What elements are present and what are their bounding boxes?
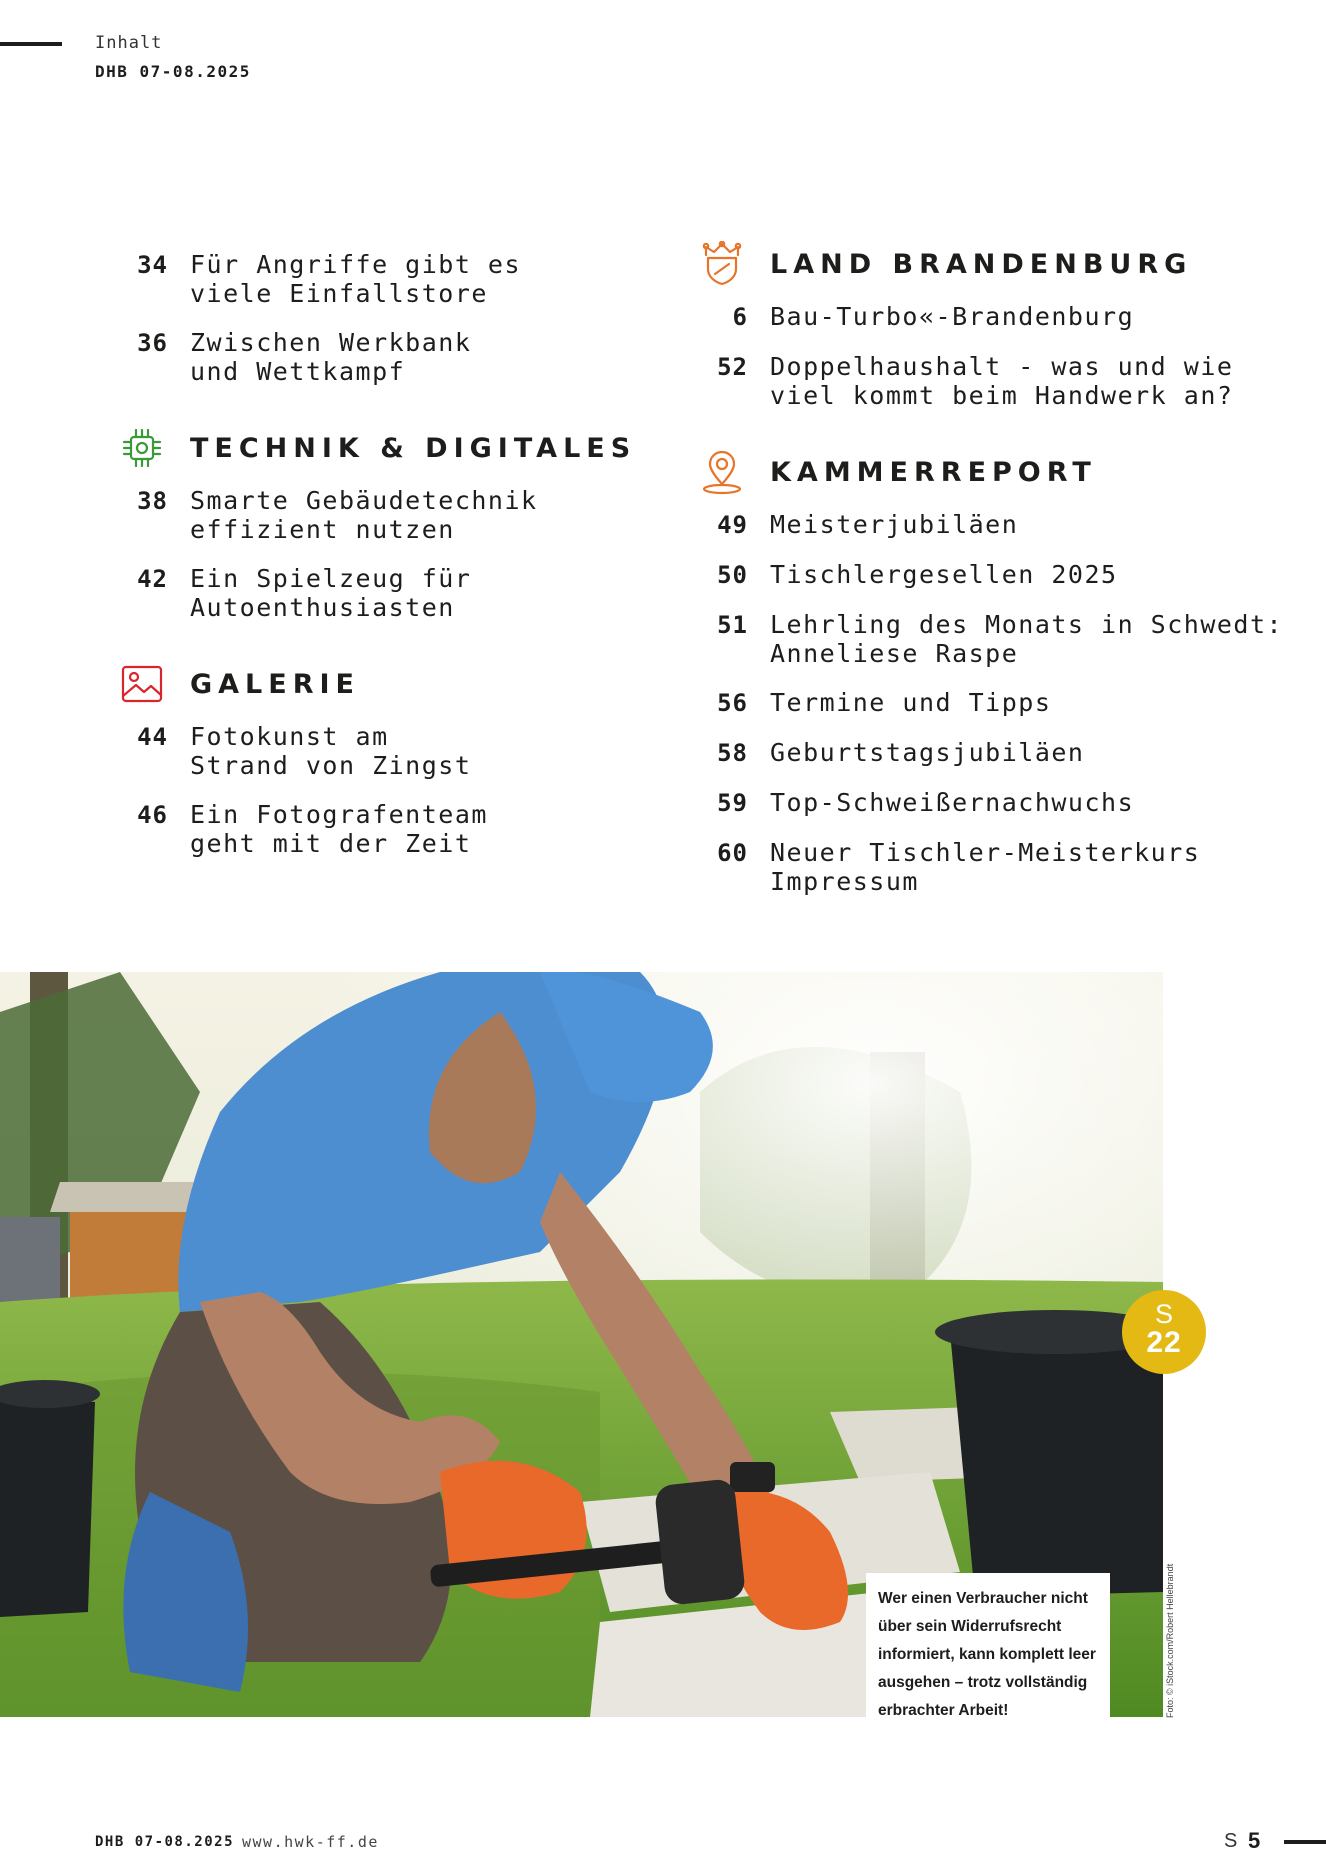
toc-entry[interactable] [700, 838, 1300, 896]
photo-credit: Foto: © iStock.com/Robert Hellebrandt [1165, 1563, 1175, 1718]
toc-page-number: 46 [137, 801, 168, 829]
toc-entry-title: Termine und Tipps [770, 688, 1052, 717]
location-pin-icon [700, 449, 770, 495]
section-title: KAMMERREPORT [770, 456, 1097, 488]
toc-entry-title: Top-Schweißernachwuchs [770, 788, 1135, 817]
toc-page-number: 36 [137, 329, 168, 357]
toc-entry[interactable] [700, 352, 1300, 410]
section-heading [700, 236, 1300, 292]
section-heading [700, 444, 1300, 500]
toc-entry[interactable] [700, 610, 1300, 668]
toc-section-brandenburg [700, 236, 1300, 410]
circuit-chip-icon [120, 426, 190, 470]
toc-page-number: 56 [717, 689, 748, 717]
footer-issue: DHB 07-08.2025 [95, 1834, 235, 1850]
photo-caption [866, 1573, 1110, 1717]
toc-right-column [700, 236, 1300, 930]
toc-entry[interactable] [700, 302, 1300, 332]
toc-entry[interactable] [700, 738, 1300, 768]
toc-entry-title: Geburtstagsjubiläen [770, 738, 1085, 767]
picture-icon [120, 662, 190, 706]
header-rule [0, 42, 62, 46]
toc-entry[interactable] [120, 486, 640, 544]
toc-entry-title: Ein Spielzeug für Autoenthusiasten [190, 564, 472, 622]
toc-page-number: 59 [717, 789, 748, 817]
toc-page-number: 58 [717, 739, 748, 767]
badge-prefix: S [1154, 1299, 1173, 1329]
issue-label: DHB 07-08.2025 [95, 62, 251, 81]
page-reference-badge[interactable] [1122, 1290, 1206, 1374]
toc-entry-title: Tischlergesellen 2025 [770, 560, 1118, 589]
toc-entry-title: Meisterjubiläen [770, 510, 1019, 539]
toc-lead-section [120, 250, 640, 386]
footer-rule [1284, 1840, 1326, 1844]
toc-entry-title: Smarte Gebäudetechnik effizient nutzen [190, 486, 538, 544]
toc-entry[interactable] [700, 560, 1300, 590]
section-title: LAND BRANDENBURG [770, 248, 1193, 280]
toc-entry-title: Bau-Turbo«-Brandenburg [770, 302, 1135, 331]
toc-page-number: 50 [717, 561, 748, 589]
badge-page-number: 22 [1146, 1326, 1182, 1359]
toc-entry[interactable] [120, 800, 640, 858]
toc-entry[interactable] [120, 722, 640, 780]
toc-left-column [120, 250, 640, 892]
toc-entry[interactable] [120, 250, 640, 308]
toc-entry[interactable] [700, 788, 1300, 818]
toc-page-number: 51 [717, 611, 748, 639]
toc-page-number: 60 [717, 839, 748, 867]
crown-shield-icon [700, 241, 770, 287]
toc-entry[interactable] [700, 688, 1300, 718]
toc-entry-title: Ein Fotografenteam geht mit der Zeit [190, 800, 488, 858]
toc-page-number: 42 [137, 565, 168, 593]
toc-entry-title: Fotokunst am Strand von Zingst [190, 722, 472, 780]
toc-entry[interactable] [700, 510, 1300, 540]
section-title: TECHNIK & DIGITALES [190, 432, 637, 464]
toc-page-number: 34 [137, 251, 168, 279]
toc-entry-title: Doppelhaushalt - was und wie viel kommt beim Handwerk an? [770, 352, 1234, 410]
section-heading [120, 420, 640, 476]
photo-caption-text: Wer einen Verbraucher nicht über sein Widerrufsrecht informiert, kann komplett leer ausgehen – trotz vollständig erbrachter Arbeit! [878, 1590, 1096, 1719]
toc-entry[interactable] [120, 328, 640, 386]
toc-page-number: 49 [717, 511, 748, 539]
toc-entry-title: Zwischen Werkbank und Wettkampf [190, 328, 472, 386]
toc-page-number: 44 [137, 723, 168, 751]
toc-page-number: 6 [732, 303, 748, 331]
footer-page-number: 5 [1248, 1828, 1261, 1853]
toc-entry[interactable] [120, 564, 640, 622]
section-label: Inhalt [95, 33, 163, 53]
toc-entry-title: Neuer Tischler-Meisterkurs Impressum [770, 838, 1201, 896]
footer-url[interactable]: www.hwk-ff.de [242, 1833, 379, 1851]
section-heading [120, 656, 640, 712]
toc-section-technik [120, 420, 640, 622]
toc-section-galerie [120, 656, 640, 858]
toc-entry-title: Lehrling des Monats in Schwedt: Anneliese Raspe [770, 610, 1284, 668]
footer-page-prefix: S [1224, 1830, 1238, 1852]
toc-entry-title: Für Angriffe gibt es viele Einfallstore [190, 250, 522, 308]
toc-page-number: 38 [137, 487, 168, 515]
toc-section-kammerreport [700, 444, 1300, 896]
toc-page-number: 52 [717, 353, 748, 381]
section-title: GALERIE [190, 668, 360, 700]
